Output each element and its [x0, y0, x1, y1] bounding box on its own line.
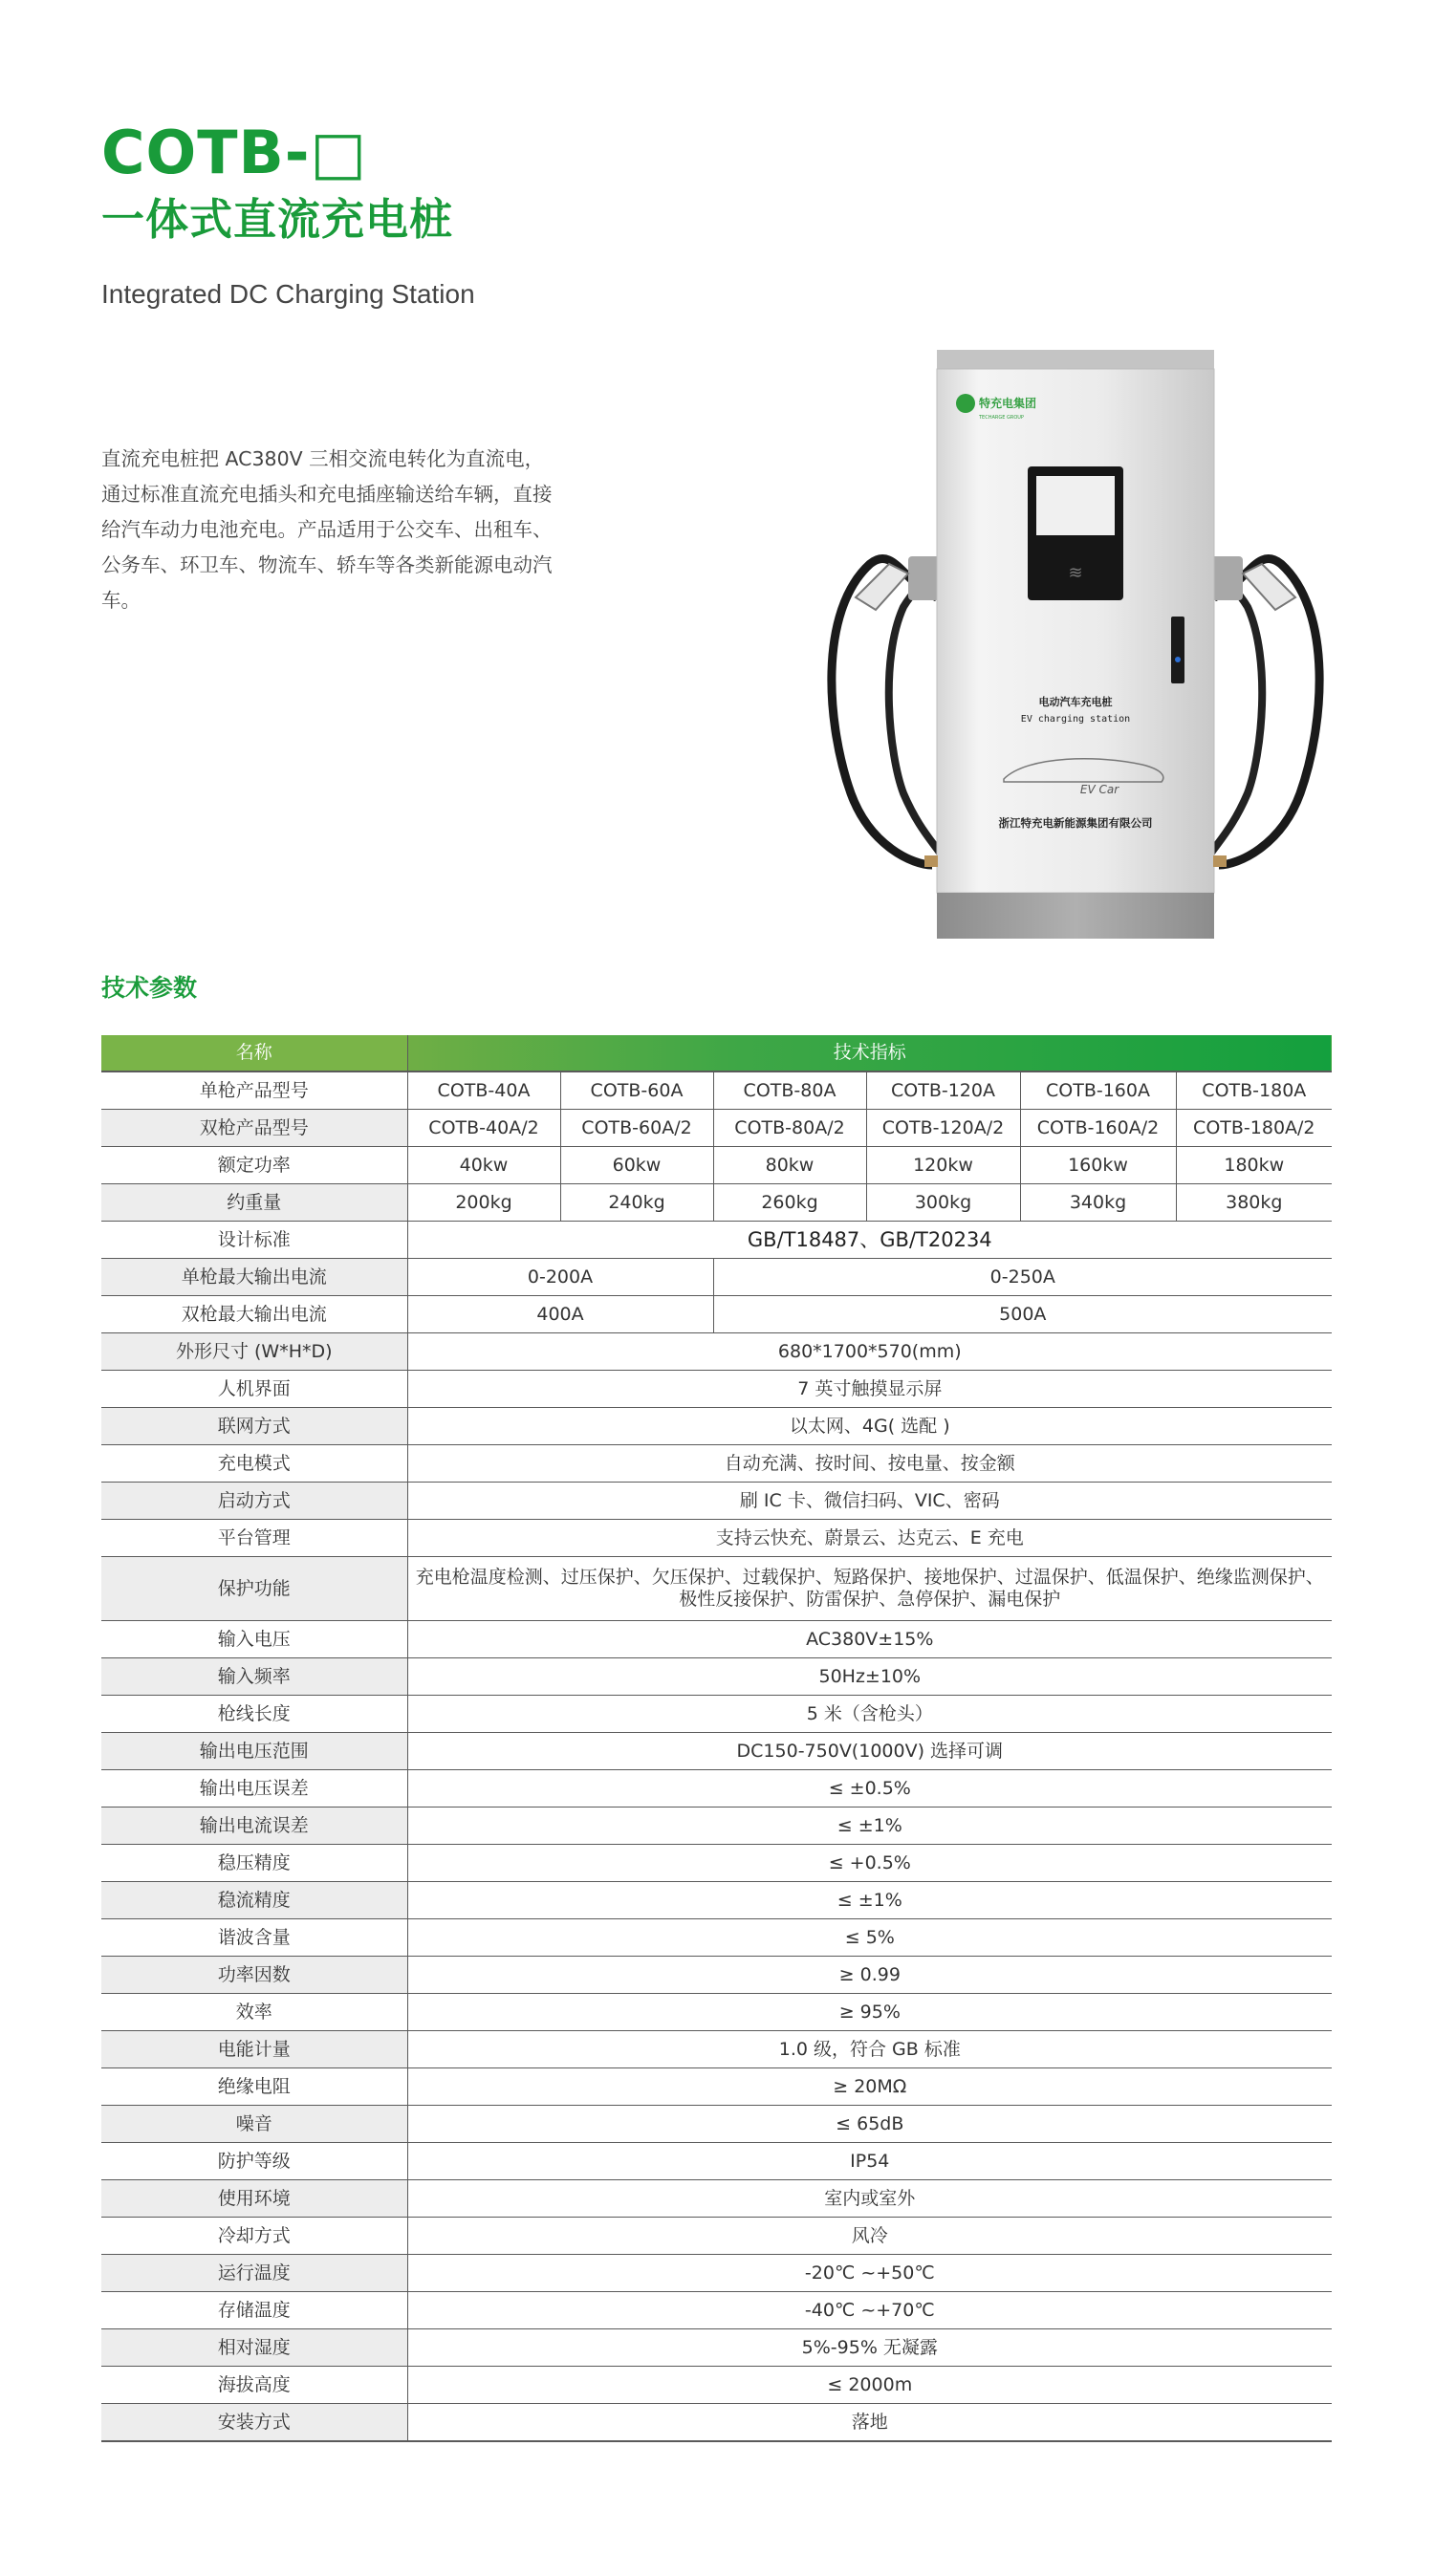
brand-name-en: TECHARGE GROUP — [979, 415, 1024, 421]
screen-display — [1036, 476, 1115, 535]
row-label: 单枪产品型号 — [101, 1072, 407, 1110]
ev-car-text: EV Car — [1079, 783, 1119, 796]
cell-value: 60kw — [560, 1147, 713, 1184]
cell-value: 400A — [407, 1296, 713, 1333]
row-label: 输入电压 — [101, 1621, 407, 1658]
table-row — [101, 1408, 1332, 1445]
row-label: 使用环境 — [101, 2180, 407, 2218]
cell-value: COTB-120A/2 — [866, 1110, 1020, 1147]
table-row — [101, 2329, 1332, 2367]
cell-value: COTB-160A/2 — [1020, 1110, 1176, 1147]
cell-value: ≤ 65dB — [407, 2106, 1332, 2143]
brand-logo-icon — [956, 394, 975, 413]
cell-value: ≤ 5% — [407, 1919, 1332, 1957]
row-label: 绝缘电阻 — [101, 2068, 407, 2106]
cell-value: ≥ 95% — [407, 1994, 1332, 2031]
row-label: 冷却方式 — [101, 2218, 407, 2255]
row-label: 额定功率 — [101, 1147, 407, 1184]
brand-name: 特充电集团 — [979, 397, 1037, 410]
company-name: 浙江特充电新能源集团有限公司 — [998, 816, 1153, 830]
table-row — [101, 2031, 1332, 2068]
cell-value: ≤ +0.5% — [407, 1845, 1332, 1882]
row-label: 存储温度 — [101, 2292, 407, 2329]
cell-value: COTB-60A — [560, 1072, 713, 1110]
product-title-cn: 一体式直流充电桩 — [101, 194, 454, 245]
row-label: 相对湿度 — [101, 2329, 407, 2367]
table-row — [101, 1994, 1332, 2031]
table-row — [101, 1483, 1332, 1520]
row-label: 启动方式 — [101, 1483, 407, 1520]
table-row — [101, 1770, 1332, 1808]
cell-value: 240kg — [560, 1184, 713, 1222]
cell-value: DC150-750V(1000V) 选择可调 — [407, 1733, 1332, 1770]
row-label: 约重量 — [101, 1184, 407, 1222]
left-cable — [832, 559, 937, 865]
right-cable-gland — [1213, 855, 1227, 867]
table-row — [101, 1957, 1332, 1994]
cell-value: 180kw — [1176, 1147, 1332, 1184]
product-title-en: Integrated DC Charging Station — [101, 279, 475, 309]
right-cable — [1214, 559, 1319, 865]
table-row — [101, 2180, 1332, 2218]
cell-value: ≤ 2000m — [407, 2367, 1332, 2404]
row-label: 输出电压误差 — [101, 1770, 407, 1808]
cell-value: 160kw — [1020, 1147, 1176, 1184]
cabinet-label-en: EV charging station — [1020, 714, 1131, 725]
row-label: 防护等级 — [101, 2143, 407, 2180]
row-label: 海拔高度 — [101, 2367, 407, 2404]
cabinet-base — [937, 893, 1214, 939]
row-label: 保护功能 — [101, 1557, 407, 1621]
model-title: COTB-□ — [101, 118, 368, 187]
cell-value: GB/T18487、GB/T20234 — [407, 1222, 1332, 1259]
row-label: 平台管理 — [101, 1520, 407, 1557]
cell-value: 刷 IC 卡、微信扫码、VIC、密码 — [407, 1483, 1332, 1520]
row-label: 功率因数 — [101, 1957, 407, 1994]
table-row — [101, 1371, 1332, 1408]
cell-value: 1.0 级，符合 GB 标准 — [407, 2031, 1332, 2068]
cell-value: 200kg — [407, 1184, 560, 1222]
row-label: 输出电流误差 — [101, 1808, 407, 1845]
door-handle — [1171, 617, 1184, 683]
cell-value: 340kg — [1020, 1184, 1176, 1222]
row-label: 充电模式 — [101, 1445, 407, 1483]
cell-value: COTB-80A — [713, 1072, 866, 1110]
cell-value: ≥ 0.99 — [407, 1957, 1332, 1994]
cell-value: 室内或室外 — [407, 2180, 1332, 2218]
cell-value: COTB-40A/2 — [407, 1110, 560, 1147]
table-row — [101, 1184, 1332, 1222]
table-row — [101, 2218, 1332, 2255]
table-row — [101, 1296, 1332, 1333]
cell-value: AC380V±15% — [407, 1621, 1332, 1658]
cell-value: ≤ ±1% — [407, 1808, 1332, 1845]
cell-value: 5 米（含枪头） — [407, 1696, 1332, 1733]
table-row — [101, 1696, 1332, 1733]
cell-value: 0-250A — [713, 1259, 1332, 1296]
table-row — [101, 2255, 1332, 2292]
row-label: 安装方式 — [101, 2404, 407, 2442]
row-label: 噪音 — [101, 2106, 407, 2143]
cell-value: 风冷 — [407, 2218, 1332, 2255]
row-label: 稳压精度 — [101, 1845, 407, 1882]
left-cable-gland — [924, 855, 938, 867]
cell-value: ≤ ±0.5% — [407, 1770, 1332, 1808]
table-row — [101, 2106, 1332, 2143]
product-description: 直流充电桩把 AC380V 三相交流电转化为直流电，通过标准直流充电插头和充电插座输送给车辆，直接给汽车动力电池充电。产品适用于公交车、出租车、公务车、环卫车、物流车、轿车等各类新能源电动汽车。 — [101, 447, 553, 612]
cell-value: -20℃ ~+50℃ — [407, 2255, 1332, 2292]
row-label: 外形尺寸 (W*H*D) — [101, 1333, 407, 1371]
table-row — [101, 1072, 1332, 1110]
card-reader-icon: ≋ — [1068, 563, 1083, 583]
table-row — [101, 1520, 1332, 1557]
cell-value: 680*1700*570(mm) — [407, 1333, 1332, 1371]
cabinet-label-cn: 电动汽车充电桩 — [1038, 696, 1113, 708]
row-label: 效率 — [101, 1994, 407, 2031]
table-row — [101, 1808, 1332, 1845]
charger-product-image — [813, 344, 1338, 951]
cell-value: -40℃ ~+70℃ — [407, 2292, 1332, 2329]
header-spec: 技术指标 — [407, 1035, 1332, 1072]
table-row — [101, 2068, 1332, 2106]
left-cable-2 — [889, 564, 945, 855]
row-label: 双枪产品型号 — [101, 1110, 407, 1147]
row-label: 双枪最大输出电流 — [101, 1296, 407, 1333]
cell-value: COTB-40A — [407, 1072, 560, 1110]
cell-value: IP54 — [407, 2143, 1332, 2180]
cell-value: COTB-60A/2 — [560, 1110, 713, 1147]
cell-value: 7 英寸触摸显示屏 — [407, 1371, 1332, 1408]
table-row — [101, 1147, 1332, 1184]
row-label: 电能计量 — [101, 2031, 407, 2068]
row-label: 谐波含量 — [101, 1919, 407, 1957]
row-label: 枪线长度 — [101, 1696, 407, 1733]
table-row — [101, 2143, 1332, 2180]
spec-table-header — [101, 1035, 1332, 1072]
cell-value: COTB-180A — [1176, 1072, 1332, 1110]
table-row — [101, 1333, 1332, 1371]
table-row — [101, 1658, 1332, 1696]
row-label: 运行温度 — [101, 2255, 407, 2292]
right-cable-2 — [1206, 564, 1262, 855]
cell-value: 80kw — [713, 1147, 866, 1184]
cell-value: 充电枪温度检测、过压保护、欠压保护、过载保护、短路保护、接地保护、过温保护、低温保护、绝缘监测保护、极性反接保护、防雷保护、急停保护、漏电保护 — [407, 1557, 1332, 1621]
table-row — [101, 1919, 1332, 1957]
cabinet-top — [937, 350, 1214, 371]
table-row — [101, 2367, 1332, 2404]
cell-value: 120kw — [866, 1147, 1020, 1184]
table-row — [101, 1222, 1332, 1259]
table-row — [101, 1882, 1332, 1919]
cell-value: 260kg — [713, 1184, 866, 1222]
row-label: 输入频率 — [101, 1658, 407, 1696]
cell-value: COTB-80A/2 — [713, 1110, 866, 1147]
cell-value: 380kg — [1176, 1184, 1332, 1222]
cell-value: 落地 — [407, 2404, 1332, 2442]
cell-value: COTB-160A — [1020, 1072, 1176, 1110]
cell-value: 以太网、4G( 选配 ) — [407, 1408, 1332, 1445]
cell-value: 支持云快充、蔚景云、达克云、E 充电 — [407, 1520, 1332, 1557]
cell-value: 40kw — [407, 1147, 560, 1184]
cell-value: ≤ ±1% — [407, 1882, 1332, 1919]
table-row — [101, 1445, 1332, 1483]
table-row — [101, 1110, 1332, 1147]
cell-value: 500A — [713, 1296, 1332, 1333]
cell-value: COTB-120A — [866, 1072, 1020, 1110]
table-row — [101, 1557, 1332, 1621]
row-label: 稳流精度 — [101, 1882, 407, 1919]
cell-value: 50Hz±10% — [407, 1658, 1332, 1696]
section-title-specs: 技术参数 — [101, 974, 198, 1002]
header-name: 名称 — [101, 1035, 407, 1072]
row-label: 单枪最大输出电流 — [101, 1259, 407, 1296]
row-label: 联网方式 — [101, 1408, 407, 1445]
cell-value: 300kg — [866, 1184, 1020, 1222]
row-label: 输出电压范围 — [101, 1733, 407, 1770]
row-label: 人机界面 — [101, 1371, 407, 1408]
door-handle-indicator-icon — [1175, 657, 1181, 662]
table-row — [101, 2404, 1332, 2442]
cell-value: 0-200A — [407, 1259, 713, 1296]
table-row — [101, 2292, 1332, 2329]
cell-value: COTB-180A/2 — [1176, 1110, 1332, 1147]
table-row — [101, 1845, 1332, 1882]
table-row — [101, 1621, 1332, 1658]
table-row — [101, 1733, 1332, 1770]
cell-value: 自动充满、按时间、按电量、按金额 — [407, 1445, 1332, 1483]
cell-value: ≥ 20MΩ — [407, 2068, 1332, 2106]
cell-value: 5%-95% 无凝露 — [407, 2329, 1332, 2367]
table-row — [101, 1259, 1332, 1296]
spec-table — [101, 1035, 1332, 2442]
row-label: 设计标准 — [101, 1222, 407, 1259]
